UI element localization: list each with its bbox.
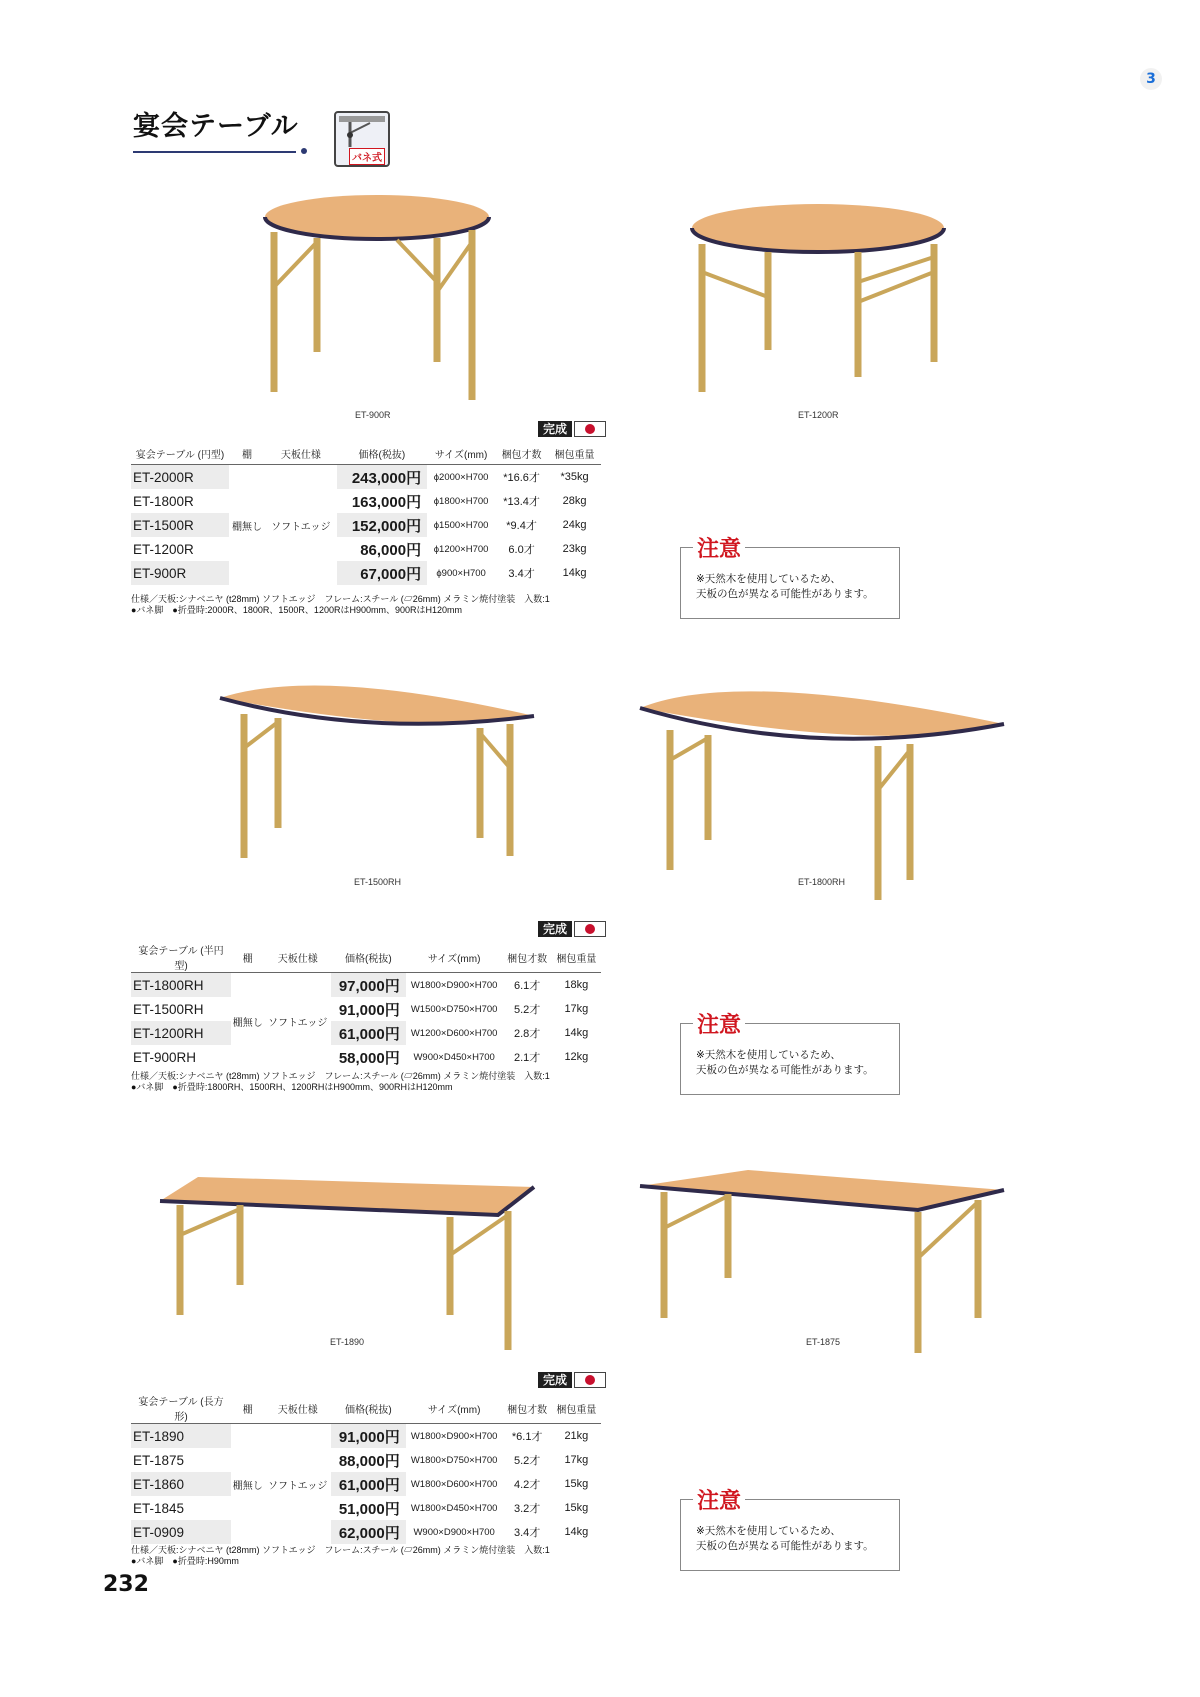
- spec-note: 仕様／天板:シナベニヤ (t28mm) ソフトエッジ フレーム:スチール (▱26mm) メラミン焼付塗装 入数:1: [131, 1071, 550, 1081]
- weight-cell: 17kg: [564, 1454, 589, 1466]
- spring-type-label: バネ式: [349, 148, 385, 165]
- title-dot: [301, 148, 307, 154]
- page-title: 宴会テーブル: [133, 111, 299, 142]
- page-number: 232: [103, 1572, 149, 1597]
- price-cell: 243,000円: [337, 465, 428, 490]
- half-round-table-image-small: [218, 678, 538, 868]
- size-cell: W1800×D900×H700: [410, 979, 498, 991]
- caution-box: [680, 537, 900, 619]
- price-cell: 163,000円: [351, 493, 422, 511]
- model-cell: ET-900R: [131, 561, 229, 585]
- size-cell: ϕ1200×H700: [433, 543, 489, 555]
- size-cell: W1500×D750×H700: [410, 1003, 498, 1015]
- column-header: 梱包重量: [552, 1393, 601, 1424]
- complete-badge: 完成: [538, 1372, 572, 1388]
- pack-cell: *6.1才: [511, 1431, 543, 1443]
- table-row: [131, 1021, 601, 1045]
- model-cell: ET-1875: [133, 1452, 185, 1468]
- caution-line: 天板の色が異なる可能性があります。: [696, 1064, 874, 1076]
- caution-line: 天板の色が異なる可能性があります。: [696, 588, 874, 600]
- shelf-cell: 棚無し: [232, 521, 263, 533]
- pack-cell: 6.1才: [514, 980, 541, 992]
- pack-cell: *16.6才: [503, 472, 540, 484]
- round-table-image-small: [262, 192, 492, 410]
- product-status-badges: [538, 921, 606, 937]
- product-status-badges: [538, 421, 606, 437]
- price-cell: 61,000円: [331, 1472, 406, 1496]
- model-cell: ET-1845: [133, 1500, 185, 1516]
- size-cell: W1800×D750×H700: [410, 1454, 498, 1466]
- column-header: 梱包才数: [503, 942, 552, 973]
- pack-cell: *9.4才: [506, 520, 537, 532]
- price-cell: 152,000円: [337, 513, 428, 537]
- image-label: ET-1875: [806, 1337, 841, 1347]
- weight-cell: 21kg: [564, 1430, 589, 1442]
- caution-line: ※天然木を使用しているため、: [696, 1049, 841, 1061]
- spec-note: ●バネ脚 ●折畳時:1800RH、1500RH、1200RHはH900mm、900RHはH120mm: [131, 1082, 453, 1092]
- top-spec-cell: ソフトエッジ: [268, 1480, 328, 1492]
- pack-cell: 4.2才: [514, 1479, 541, 1491]
- table-row: [131, 1448, 601, 1472]
- size-cell: W900×D900×H700: [413, 1526, 495, 1538]
- shelf-cell: 棚無し: [232, 1017, 263, 1029]
- table-row: [131, 1424, 601, 1449]
- column-header: 梱包才数: [495, 442, 548, 465]
- column-header: 天板仕様: [265, 442, 336, 465]
- caution-title: 注意: [693, 532, 745, 563]
- top-spec-cell: ソフトエッジ: [268, 1017, 328, 1029]
- price-cell: 61,000円: [331, 1021, 406, 1045]
- column-header: 天板仕様: [265, 942, 331, 973]
- complete-badge: 完成: [538, 921, 572, 937]
- weight-cell: 14kg: [564, 1526, 589, 1538]
- model-cell: ET-900RH: [133, 1049, 197, 1065]
- spec-note: 仕様／天板:シナベニヤ (t28mm) ソフトエッジ フレーム:スチール (▱26mm) メラミン焼付塗装 入数:1: [131, 594, 550, 604]
- model-cell: ET-1500RH: [133, 1001, 204, 1017]
- weight-cell: 28kg: [562, 495, 587, 507]
- table-row: [131, 997, 601, 1021]
- price-cell: 51,000円: [338, 1500, 400, 1518]
- column-header: サイズ(mm): [406, 942, 503, 973]
- weight-cell: 24kg: [562, 519, 587, 531]
- rectangular-table-image-large: [158, 1175, 536, 1355]
- image-label: ET-900R: [355, 410, 391, 420]
- pack-cell: 5.2才: [514, 1004, 541, 1016]
- column-header: 棚: [231, 942, 265, 973]
- model-cell: ET-1200R: [133, 541, 194, 557]
- japan-flag-icon: [574, 421, 606, 437]
- size-cell: W1200×D600×H700: [410, 1027, 498, 1039]
- table-row: [131, 489, 601, 513]
- model-cell: ET-1200RH: [131, 1021, 231, 1045]
- caution-text: [696, 572, 874, 602]
- caution-box: [680, 1489, 900, 1571]
- price-cell: 86,000円: [360, 541, 422, 559]
- price-cell: 88,000円: [338, 1452, 400, 1470]
- pack-cell: 3.4才: [508, 568, 535, 580]
- size-cell: W1800×D450×H700: [410, 1502, 498, 1514]
- size-cell: W900×D450×H700: [413, 1051, 495, 1063]
- rectangular-table-image-medium: [638, 1168, 1008, 1358]
- size-cell: W1800×D600×H700: [410, 1478, 498, 1490]
- caution-line: 天板の色が異なる可能性があります。: [696, 1540, 874, 1552]
- pack-cell: 2.8才: [514, 1028, 541, 1040]
- half-round-table-image-large: [638, 680, 1008, 910]
- column-header: サイズ(mm): [427, 442, 495, 465]
- pack-cell: *13.4才: [503, 496, 540, 508]
- weight-cell: 15kg: [564, 1502, 589, 1514]
- caution-text: [696, 1048, 874, 1078]
- spring-hinge-icon: [334, 111, 390, 167]
- weight-cell: 12kg: [564, 1051, 589, 1063]
- table-row: [131, 561, 601, 585]
- column-header: 価格(税抜): [331, 1393, 406, 1424]
- spec-note: ●バネ脚 ●折畳時:2000R、1800R、1500R、1200RはH900mm、900RはH120mm: [131, 605, 462, 615]
- price-cell: 62,000円: [331, 1520, 406, 1544]
- table-row: [131, 1045, 601, 1069]
- spec-table-round: [131, 442, 601, 585]
- caution-line: ※天然木を使用しているため、: [696, 1525, 841, 1537]
- size-cell: ϕ900×H700: [436, 567, 486, 579]
- spec-table-rectangular: [131, 1393, 601, 1544]
- table-row: [131, 1496, 601, 1520]
- model-cell: ET-0909: [131, 1520, 231, 1544]
- price-cell: 91,000円: [338, 1001, 400, 1019]
- price-cell: 97,000円: [331, 973, 406, 998]
- column-header: 棚: [229, 442, 265, 465]
- column-header: 梱包重量: [548, 442, 601, 465]
- caution-line: ※天然木を使用しているため、: [696, 573, 841, 585]
- top-spec-cell: ソフトエッジ: [271, 521, 331, 533]
- round-table-image-large: [688, 202, 948, 402]
- caution-title: 注意: [693, 1484, 745, 1515]
- model-cell: ET-1500R: [131, 513, 229, 537]
- spec-note: 仕様／天板:シナベニヤ (t28mm) ソフトエッジ フレーム:スチール (▱26mm) メラミン焼付塗装 入数:1: [131, 1545, 550, 1555]
- model-cell: ET-2000R: [131, 465, 229, 490]
- column-header: 宴会テーブル (半円型): [131, 942, 231, 973]
- price-cell: 58,000円: [338, 1049, 400, 1067]
- column-header: 梱包才数: [503, 1393, 552, 1424]
- column-header: 宴会テーブル (長方形): [131, 1393, 231, 1424]
- weight-cell: 17kg: [564, 1003, 589, 1015]
- size-cell: W1800×D900×H700: [410, 1430, 498, 1442]
- weight-cell: 14kg: [564, 1027, 589, 1039]
- pack-cell: 6.0才: [508, 544, 535, 556]
- weight-cell: 18kg: [564, 979, 589, 991]
- pack-cell: 3.4才: [514, 1527, 541, 1539]
- image-label: ET-1890: [330, 1337, 365, 1347]
- column-header: 梱包重量: [552, 942, 601, 973]
- weight-cell: *35kg: [560, 471, 589, 483]
- column-header: 棚: [231, 1393, 265, 1424]
- shelf-cell: 棚無し: [232, 1480, 263, 1492]
- price-cell: 91,000円: [331, 1424, 406, 1449]
- column-header: 価格(税抜): [331, 942, 406, 973]
- corner-badge-icon[interactable]: 3: [1140, 68, 1162, 90]
- complete-badge: 完成: [538, 421, 572, 437]
- image-label: ET-1800RH: [798, 877, 846, 887]
- weight-cell: 14kg: [562, 567, 587, 579]
- table-row: [131, 513, 601, 537]
- model-cell: ET-1890: [131, 1424, 231, 1449]
- product-status-badges: [538, 1372, 606, 1388]
- table-row: [131, 1520, 601, 1544]
- spec-table-half-round: [131, 942, 601, 1069]
- table-row: [131, 465, 601, 490]
- table-row: [131, 1472, 601, 1496]
- weight-cell: 23kg: [562, 543, 587, 555]
- pack-cell: 5.2才: [514, 1455, 541, 1467]
- price-cell: 67,000円: [337, 561, 428, 585]
- column-header: 宴会テーブル (円型): [131, 442, 229, 465]
- caution-title: 注意: [693, 1008, 745, 1039]
- pack-cell: 3.2才: [514, 1503, 541, 1515]
- weight-cell: 15kg: [564, 1478, 589, 1490]
- model-cell: ET-1860: [131, 1472, 231, 1496]
- title-underline: [133, 151, 296, 153]
- column-header: サイズ(mm): [406, 1393, 503, 1424]
- pack-cell: 2.1才: [514, 1052, 541, 1064]
- image-label: ET-1200R: [798, 410, 839, 420]
- model-cell: ET-1800R: [133, 493, 194, 509]
- japan-flag-icon: [574, 1372, 606, 1388]
- model-cell: ET-1800RH: [131, 973, 231, 998]
- spec-note: ●バネ脚 ●折畳時:H90mm: [131, 1556, 239, 1566]
- column-header: 価格(税抜): [337, 442, 428, 465]
- size-cell: ϕ1800×H700: [433, 495, 489, 507]
- image-label: ET-1500RH: [354, 877, 402, 887]
- size-cell: ϕ1500×H700: [433, 519, 489, 531]
- size-cell: ϕ2000×H700: [433, 471, 489, 483]
- caution-text: [696, 1524, 874, 1554]
- japan-flag-icon: [574, 921, 606, 937]
- table-row: [131, 973, 601, 998]
- column-header: 天板仕様: [265, 1393, 331, 1424]
- caution-box: [680, 1013, 900, 1095]
- table-row: [131, 537, 601, 561]
